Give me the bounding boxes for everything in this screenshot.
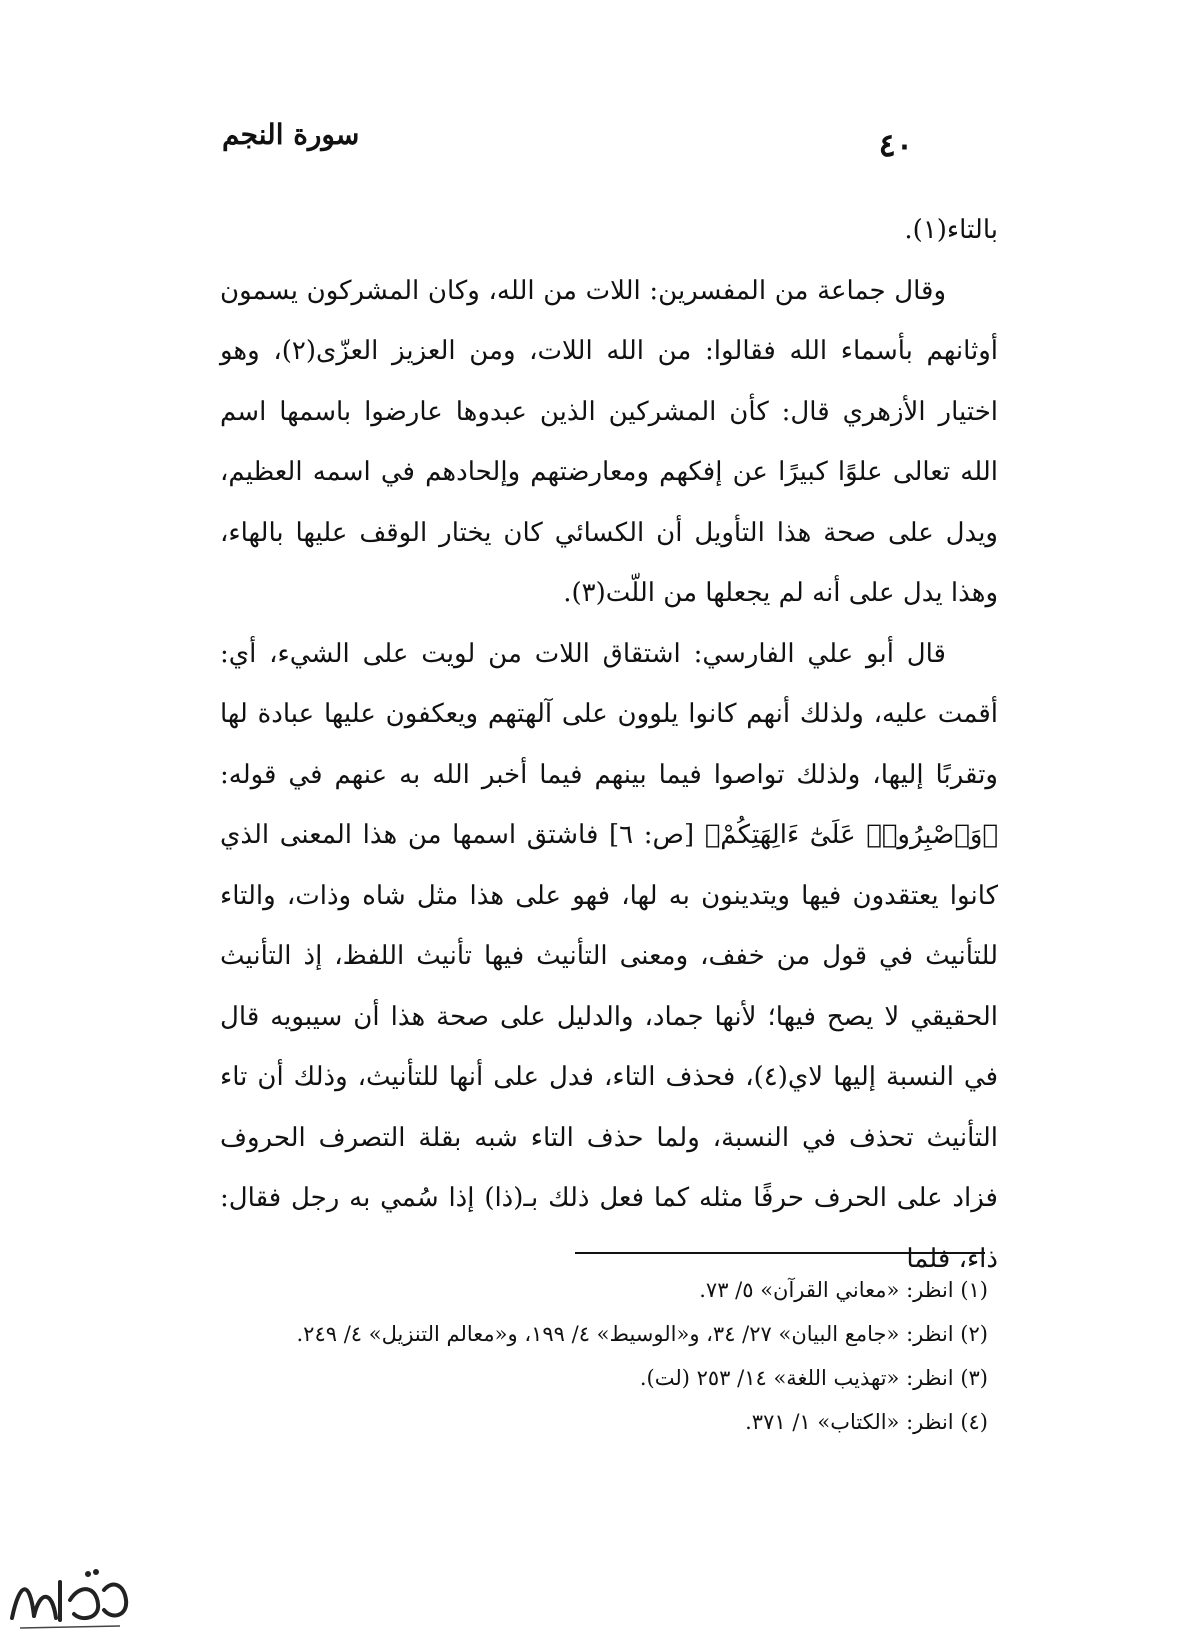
- page-number: ٤٠: [878, 126, 913, 164]
- footnote-2: (٢) انظر: «جامع البيان» ٢٧/ ٣٤، و«الوسيط» ٤/ ١٩٩، و«معالم التنزيل» ٤/ ٢٤٩.: [296, 1322, 988, 1346]
- publisher-logo: [0, 1560, 140, 1640]
- footnote-divider: [575, 1252, 985, 1254]
- footnote-1: (١) انظر: «معاني القرآن» ٥/ ٧٣.: [699, 1278, 988, 1302]
- footnotes: [142, 1268, 988, 1444]
- footnote-4: (٤) انظر: «الكتاب» ١/ ٣٧١.: [745, 1410, 988, 1434]
- page-header: [222, 118, 913, 168]
- paragraph-farisi: قال أبو علي الفارسي: اشتقاق اللات من لويت على الشيء، أي: أقمت عليه، ولذلك أنهم كانوا يلوون على آلهتهم ويعكفون عليها عبادة لها وتقربًا إليها، ولذلك تواصوا فيما بينهم فيما أخبر الله به عنهم في قوله: ﴿وَٱصْبِرُوا۟ عَلَىٰٓ ءَالِهَتِكُمْ﴾ [ص: ٦] فاشتق اسمها من هذا المعنى الذي كانوا يعتقدون فيها ويتدينون به لها، فهو على هذا مثل شاه وذات، والتاء للتأنيث في قول من خفف، ومعنى التأنيث فيها تأنيث اللفظ، إذ التأنيث الحقيقي لا يصح فيها؛ لأنها جماد، والدليل على صحة هذا أن سيبويه قال في النسبة إليها لاي(٤)، فحذف التاء، فدل على أنها للتأنيث، وذلك أن تاء التأنيث تحذف في النسبة، ولما حذف التاء شبه بقلة التصرف الحروف فزاد على الحرف حرفًا مثله كما فعل ذلك بـ(ذا) إذا سُمي به رجل فقال: ذاء، فلما: [220, 638, 998, 1274]
- footnote-3: (٣) انظر: «تهذيب اللغة» ١٤/ ٢٥٣ (لت).: [639, 1366, 988, 1390]
- paragraph-continuation: بالتاء(١).: [904, 215, 998, 245]
- paragraph-mufassirun: وقال جماعة من المفسرين: اللات من الله، وكان المشركون يسمون أوثانهم بأسماء الله فقالوا: من الله اللات، ومن العزيز العزّى(٢)، وهو اختيار الأزهري قال: كأن المشركين الذين عبدوها عارضوا باسمها اسم الله تعالى علوًا كبيرًا عن إفكهم ومعارضتهم وإلحادهم في اسمه العظيم، ويدل على صحة هذا التأويل أن الكسائي كان يختار الوقف عليها بالهاء، وهذا يدل على أنه لم يجعلها من اللّت(٣).: [220, 275, 999, 608]
- main-text: [220, 200, 998, 1289]
- surah-title: سورة النجم: [222, 118, 360, 151]
